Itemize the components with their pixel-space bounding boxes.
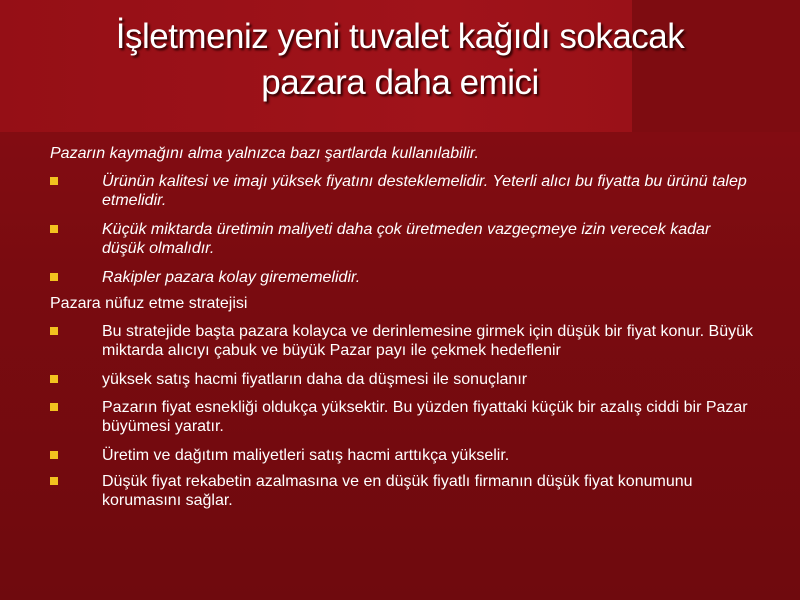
bullet-square-icon	[50, 451, 58, 459]
bullet-text: Ürünün kalitesi ve imajı yüksek fiyatını desteklemelidir. Yeterli alıcı bu fiyatta bu ürünü talep etmelidir.	[102, 173, 747, 209]
section2-heading: Pazara nüfuz etme stratejisi	[50, 295, 248, 312]
bullet-square-icon	[50, 225, 58, 233]
bullet-text: Küçük miktarda üretimin maliyeti daha çok üretmeden vazgeçmeye izin verecek kadar düşük olmalıdır.	[102, 221, 711, 257]
bullet-square-icon	[50, 403, 58, 411]
bullet-text: Pazarın fiyat esnekliği oldukça yüksektir. Bu yüzden fiyattaki küçük bir azalış ciddi bir Pazar büyümesi yaratır.	[102, 399, 748, 435]
bullet-text: Rakipler pazara kolay girememelidir.	[102, 269, 361, 286]
bullet-square-icon	[50, 375, 58, 383]
bullet-square-icon	[50, 477, 58, 485]
title-line-2: pazara daha emici	[261, 63, 539, 102]
slide-title	[40, 14, 760, 106]
bullet-square-icon	[50, 327, 58, 335]
bullet-text: Bu stratejide başta pazara kolayca ve derinlemesine girmek için düşük bir fiyat konur. Büyük miktarda alıcıyı çabuk ve büyük Pazar payı ile çekmek hedeflenir	[102, 323, 753, 359]
bullet-text: Üretim ve dağıtım maliyetleri satış hacmi arttıkça yükselir.	[102, 447, 510, 464]
bullet-square-icon	[50, 273, 58, 281]
bullet-text: yüksek satış hacmi fiyatların daha da düşmesi ile sonuçlanır	[102, 371, 528, 388]
bullet-text: Düşük fiyat rekabetin azalmasına ve en düşük fiyatlı firmanın düşük fiyat konumunu korumasını sağlar.	[102, 473, 693, 509]
title-line-1: İşletmeniz yeni tuvalet kağıdı sokacak	[115, 17, 685, 56]
bullet-square-icon	[50, 177, 58, 185]
section1-heading: Pazarın kaymağını alma yalnızca bazı şartlarda kullanılabilir.	[50, 145, 479, 162]
